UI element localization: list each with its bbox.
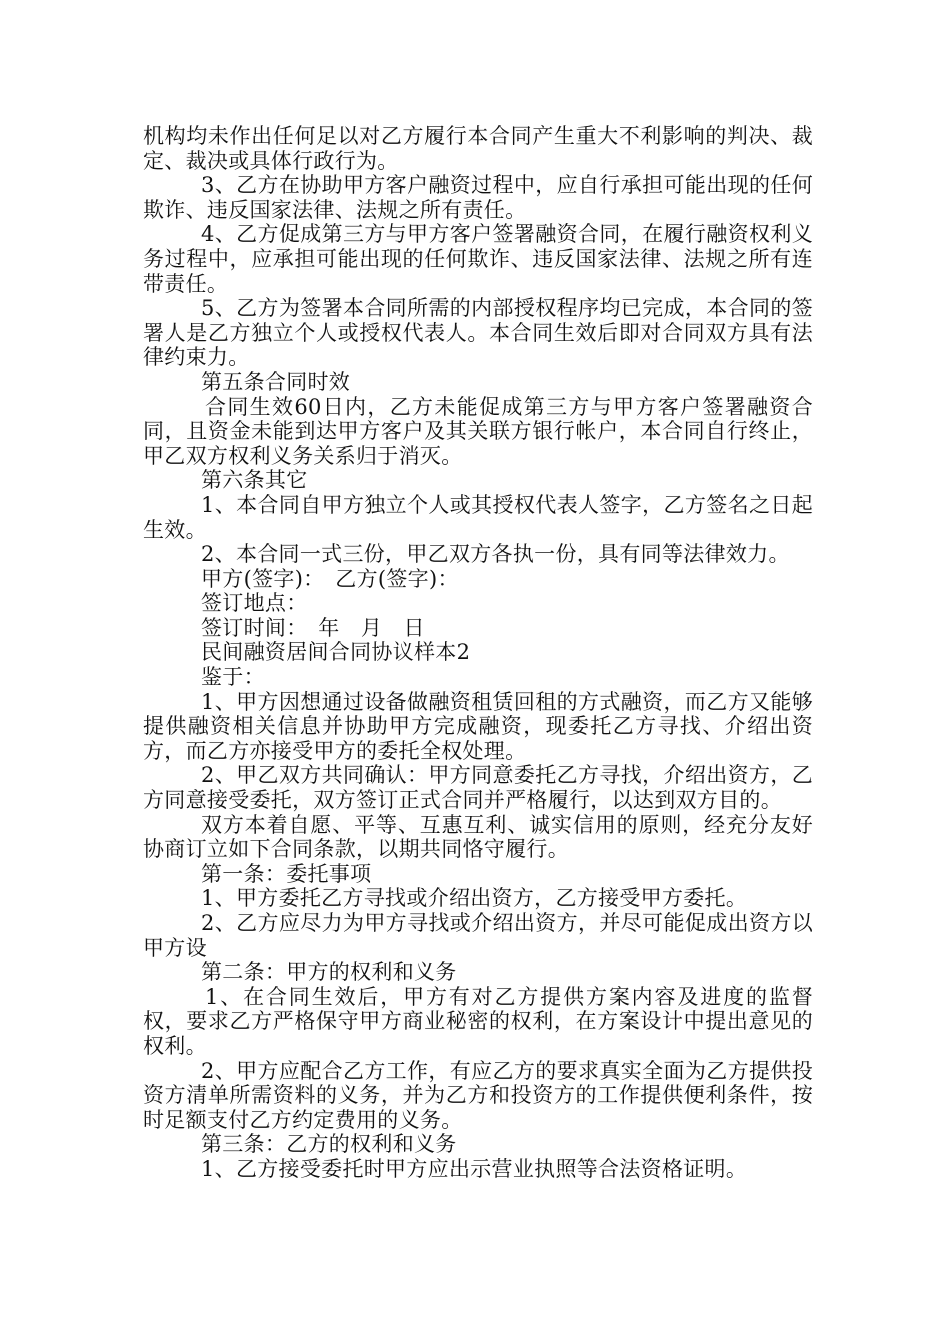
principles-paragraph: 双方本着自愿、平等、互惠互利、诚实信用的原则，经充分友好协商订立如下合同条款，以期共同恪守履行。 <box>143 812 813 862</box>
clause-4-item-4: 4、乙方促成第三方与甲方客户签署融资合同，在履行融资权利义务过程中，应承担可能出现的任何欺诈、违反国家法律、法规之所有连带责任。 <box>143 222 813 296</box>
signing-place: 签订地点： <box>201 591 308 616</box>
article-5-heading: 第五条合同时效 <box>201 369 351 394</box>
article-6-item-1: 1、本合同自甲方独立个人或其授权代表人签字，乙方签名之日起生效。 <box>143 492 813 542</box>
article-2-item-1: 1、在合同生效后，甲方有对乙方提供方案内容及进度的监督权，要求乙方严格保守甲方商业秘密的权利，在方案设计中提出意见的权利。 <box>143 984 813 1058</box>
document-body <box>143 124 813 1182</box>
sample-2-title: 民间融资居间合同协议样本2 <box>201 640 471 665</box>
article-1-item-2: 2、乙方应尽力为甲方寻找或介绍出资方，并尽可能促成出资方以甲方设 <box>143 911 813 960</box>
article-1-heading: 第一条：委托事项 <box>201 861 372 886</box>
signature-line: 甲方(签字)： 乙方(签字)： <box>201 566 459 591</box>
article-2-heading: 第二条：甲方的权利和义务 <box>201 960 457 985</box>
whereas-item-1: 1、甲方因想通过设备做融资租赁回租的方式融资，而乙方又能够提供融资相关信息并协助甲方完成融资，现委托乙方寻找、介绍出资方，而乙方亦接受甲方的委托全权处理。 <box>143 689 813 763</box>
signing-date: 签订时间： 年 月 日 <box>201 615 425 640</box>
article-6-heading: 第六条其它 <box>201 468 308 493</box>
article-5-body: 合同生效60日内，乙方未能促成第三方与甲方客户签署融资合同，且资金未能到达甲方客户及其关联方银行帐户，本合同自行终止，甲乙双方权利义务关系归于消灭。 <box>143 394 813 468</box>
article-1-item-1: 1、甲方委托乙方寻找或介绍出资方，乙方接受甲方委托。 <box>201 886 748 911</box>
clause-4-item-3: 3、乙方在协助甲方客户融资过程中，应自行承担可能出现的任何欺诈、违反国家法律、法规之所有责任。 <box>143 173 813 222</box>
whereas-item-2: 2、甲乙双方共同确认：甲方同意委托乙方寻找，介绍出资方，乙方同意接受委托，双方签订正式合同并严格履行，以达到双方目的。 <box>143 763 813 813</box>
article-3-item-1: 1、乙方接受委托时甲方应出示营业执照等合法资格证明。 <box>201 1156 748 1181</box>
article-6-item-2: 2、本合同一式三份，甲乙双方各执一份，具有同等法律效力。 <box>201 542 790 567</box>
article-3-heading: 第三条：乙方的权利和义务 <box>201 1132 457 1157</box>
clause-4-item-5: 5、乙方为签署本合同所需的内部授权程序均已完成，本合同的签署人是乙方独立个人或授权代表人。本合同生效后即对合同双方具有法律约束力。 <box>143 296 813 370</box>
article-2-item-2: 2、甲方应配合乙方工作，有应乙方的要求真实全面为乙方提供投资方清单所需资料的义务，并为乙方和投资方的工作提供便利条件，按时足额支付乙方约定费用的义务。 <box>143 1058 813 1132</box>
paragraph-1: 机构均未作出任何足以对乙方履行本合同产生重大不利影响的判决、裁定、裁决或具体行政行为。 <box>143 124 813 173</box>
whereas-heading: 鉴于： <box>201 665 265 690</box>
